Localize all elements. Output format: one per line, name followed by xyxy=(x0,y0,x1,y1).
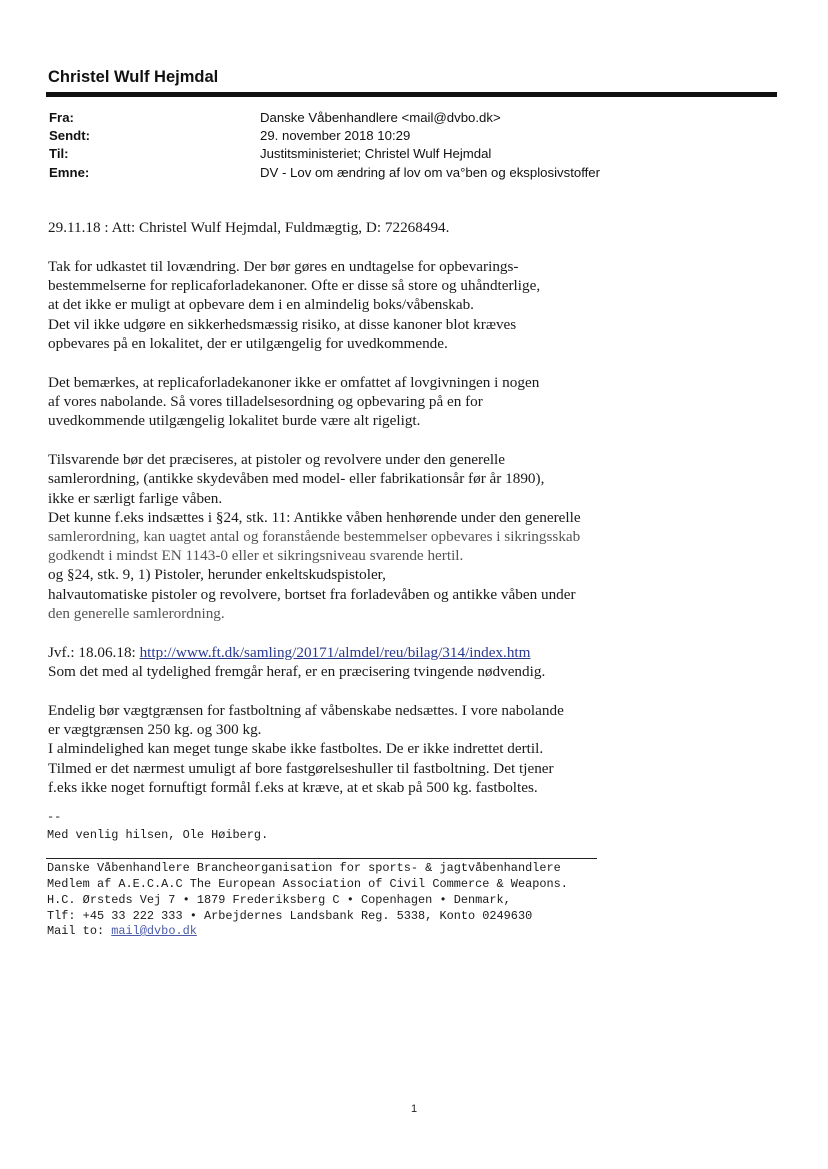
sent-value: 29. november 2018 10:29 xyxy=(260,128,411,143)
body-line: opbevares på en lokalitet, der er utilgængelig for uvedkommende. xyxy=(48,334,448,352)
org-line-2: Medlem af A.E.C.A.C The European Association of Civil Commerce & Weapons. xyxy=(47,877,568,891)
body-line: godkendt i mindst EN 1143-0 eller et sikringsniveau svarende hertil. xyxy=(48,547,464,565)
body-line: Det kunne f.eks indsættes i §24, stk. 11: Antikke våben henhørende under den generelle xyxy=(48,508,581,526)
page-number: 1 xyxy=(410,1103,418,1115)
signature-greeting: Med venlig hilsen, Ole Høiberg. xyxy=(47,828,269,842)
body-line: Tilsvarende bør det præciseres, at pistoler og revolvere under den generelle xyxy=(48,451,506,469)
from-label: Fra: xyxy=(49,110,74,125)
reference-link[interactable]: http://www.ft.dk/samling/20171/almdel/reu/bilag/314/index.htm xyxy=(139,643,531,661)
body-line: bestemmelserne for replicaforladekanoner. Ofte er disse så store og uhåndterlige, xyxy=(48,277,541,295)
sent-label: Sendt: xyxy=(49,128,91,143)
email-body xyxy=(48,218,668,797)
reference-prefix: Jvf.: 18.06.18: xyxy=(48,643,140,661)
body-line: er vægtgrænsen 250 kg. og 300 kg. xyxy=(48,721,262,739)
body-line: I almindelighed kan meget tunge skabe ikke fastboltes. De er ikke indrettet dertil. xyxy=(48,740,544,758)
org-line-1: Danske Våbenhandlere Brancheorganisation for sports- & jagtvåbenhandlere xyxy=(47,861,561,875)
body-line: den generelle samlerordning. xyxy=(48,604,225,622)
body-line: og §24, stk. 9, 1) Pistoler, herunder enkeltskudspistoler, xyxy=(48,566,386,584)
header-divider xyxy=(46,92,777,97)
signature-dashes: -- xyxy=(47,810,62,824)
mail-line xyxy=(47,924,687,940)
body-line: Som det med al tydelighed fremgår heraf, er en præcisering tvingende nødvendig. xyxy=(48,663,546,681)
from-value: Danske Våbenhandlere <mail@dvbo.dk> xyxy=(260,110,501,125)
body-line: at det ikke er muligt at opbevare dem i en almindelig boks/våbenskab. xyxy=(48,296,474,314)
body-line: Det vil ikke udgøre en sikkerhedsmæssig risiko, at disse kanoner blot kræves xyxy=(48,315,517,333)
org-line-3: H.C. Ørsteds Vej 7 • 1879 Frederiksberg C • Copenhagen • Denmark, xyxy=(47,893,511,907)
to-label: Til: xyxy=(49,146,69,161)
subject-label: Emne: xyxy=(49,165,90,180)
body-line: af vores nabolande. Så vores tilladelsesordning og opbevaring på en for xyxy=(48,393,483,411)
body-line: uvedkommende utilgængelig lokalitet burde være alt rigeligt. xyxy=(48,412,421,430)
mail-label: Mail to: xyxy=(47,924,112,938)
body-line: samlerordning, kan uagtet antal og foranstående bestemmelser opbevares i sikringsskab xyxy=(48,528,581,546)
subject-value: DV - Lov om ændring af lov om va°ben og eksplosivstoffer xyxy=(260,165,601,180)
body-line: Tilmed er det nærmest umuligt af bore fastgørelseshuller til fastboltning. Det tjener xyxy=(48,759,554,777)
body-line: ikke er særligt farlige våben. xyxy=(48,489,223,507)
body-line: samlerordning, (antikke skydevåben med model- eller fabrikationsår før år 1890), xyxy=(48,470,545,488)
reference-line xyxy=(48,643,668,662)
body-line: 29.11.18 : Att: Christel Wulf Hejmdal, Fuldmægtig, D: 72268494. xyxy=(48,219,450,236)
sender-name: Christel Wulf Hejmdal xyxy=(48,68,219,86)
signature-divider xyxy=(46,858,597,859)
to-value: Justitsministeriet; Christel Wulf Hejmdal xyxy=(260,146,492,161)
body-line: f.eks ikke noget fornuftigt formål f.eks at kræve, at et skab på 500 kg. fastboltes. xyxy=(48,778,538,796)
body-line: Tak for udkastet til lovændring. Der bør gøres en undtagelse for opbevarings- xyxy=(48,258,519,275)
body-line: halvautomatiske pistoler og revolvere, bortset fra forladevåben og antikke våben under xyxy=(48,585,576,603)
org-line-4: Tlf: +45 33 222 333 • Arbejdernes Landsbank Reg. 5338, Konto 0249630 xyxy=(47,909,533,923)
body-line: Det bemærkes, at replicaforladekanoner ikke er omfattet af lovgivningen i nogen xyxy=(48,373,540,391)
body-line: Endelig bør vægtgrænsen for fastboltning af våbenskabe nedsættes. I vore nabolande xyxy=(48,702,564,720)
mail-link[interactable]: mail@dvbo.dk xyxy=(111,924,197,938)
